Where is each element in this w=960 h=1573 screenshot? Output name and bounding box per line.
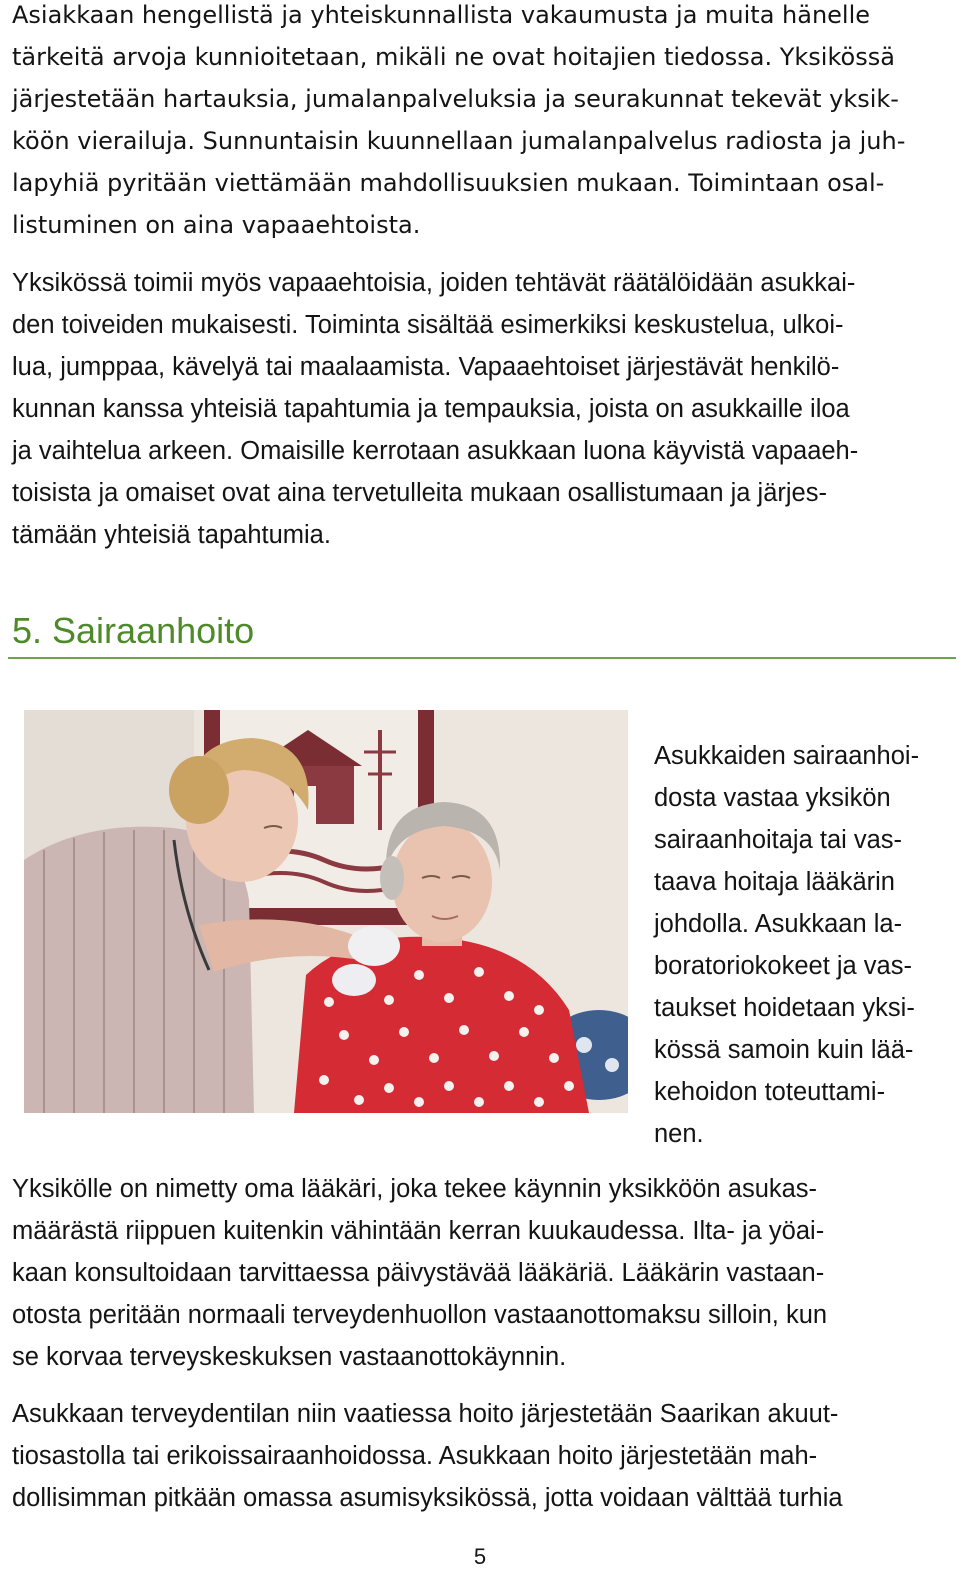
paragraph-values xyxy=(12,0,956,246)
side-paragraph xyxy=(654,735,954,1155)
paragraph-volunteers xyxy=(12,262,956,556)
text-line: tärkeitä arvoja kunnioitetaan, mikäli ne ovat hoitajien tiedossa. Yksikössä xyxy=(12,43,895,71)
paragraph-acute-care xyxy=(12,1393,956,1519)
text-line: dosta vastaa yksikön xyxy=(654,784,891,812)
text-line: ja vaihtelua arkeen. Omaisille kerrotaan asukkaan luona käyvistä vapaaeh- xyxy=(12,437,859,465)
text-line: lapyhiä pyritään viettämään mahdollisuuksien mukaan. Toimintaan osal- xyxy=(12,169,885,197)
text-line: järjestetään hartauksia, jumalanpalveluksia ja seurakunnat tekevät yksik- xyxy=(12,85,899,113)
text-line: taava hoitaja lääkärin xyxy=(654,868,895,896)
text-line: Asiakkaan hengellistä ja yhteiskunnallista vakaumusta ja muita hänelle xyxy=(12,1,871,29)
text-line: köön vierailuja. Sunnuntaisin kuunnellaan jumalanpalvelus radiosta ja juh- xyxy=(12,127,906,155)
paragraph-doctor xyxy=(12,1168,956,1378)
text-line: sairaanhoitaja tai vas- xyxy=(654,826,903,854)
text-line: se korvaa terveyskeskuksen vastaanottokäynnin. xyxy=(12,1343,567,1371)
text-line: otosta peritään normaali terveydenhuollon vastaanottomaksu silloin, kun xyxy=(12,1301,828,1329)
text-line: tiosastolla tai erikoissairaanhoidossa. Asukkaan hoito järjestetään mah- xyxy=(12,1442,818,1470)
text-line: määrästä riippuen kuitenkin vähintään kerran kuukaudessa. Ilta- ja yöai- xyxy=(12,1217,825,1245)
text-line: toisista ja omaiset ovat aina tervetulleita mukaan osallistumaan ja järjes- xyxy=(12,479,827,507)
section-heading: 5. Sairaanhoito xyxy=(12,610,255,651)
text-line: boratoriokokeet ja vas- xyxy=(654,952,912,980)
text-line: den toiveiden mukaisesti. Toiminta sisältää esimerkiksi keskustelua, ulkoi- xyxy=(12,311,844,339)
text-line: lua, jumppaa, kävelyä tai maalaamista. Vapaaehtoiset järjestävät henkilö- xyxy=(12,353,840,381)
text-line: kunnan kanssa yhteisiä tapahtumia ja tempauksia, joista on asukkaille iloa xyxy=(12,395,850,423)
heading-divider xyxy=(8,657,956,659)
nurse-with-resident-photo xyxy=(24,710,628,1113)
text-line: Asukkaan terveydentilan niin vaatiessa hoito järjestetään Saarikan akuut- xyxy=(12,1400,839,1428)
text-line: Asukkaiden sairaanhoi- xyxy=(654,742,920,770)
text-line: kehoidon toteuttami- xyxy=(654,1078,886,1106)
text-line: Yksikölle on nimetty oma lääkäri, joka tekee käynnin yksikköön asukas- xyxy=(12,1175,818,1203)
text-line: dollisimman pitkään omassa asumisyksikössä, jotta voidaan välttää turhia xyxy=(12,1484,843,1512)
page-number: 5 xyxy=(473,1544,487,1569)
text-line: kaan konsultoidaan tarvittaessa päivystävää lääkäriä. Lääkärin vastaan- xyxy=(12,1259,825,1287)
text-line: listuminen on aina vapaaehtoista. xyxy=(12,211,421,239)
text-line: tämään yhteisiä tapahtumia. xyxy=(12,521,331,549)
text-line: nen. xyxy=(654,1120,704,1148)
text-line: johdolla. Asukkaan la- xyxy=(654,910,903,938)
text-line: taukset hoidetaan yksi- xyxy=(654,994,915,1022)
text-line: Yksikössä toimii myös vapaaehtoisia, joiden tehtävät räätälöidään asukkai- xyxy=(12,269,856,297)
text-line: kössä samoin kuin lää- xyxy=(654,1036,914,1064)
